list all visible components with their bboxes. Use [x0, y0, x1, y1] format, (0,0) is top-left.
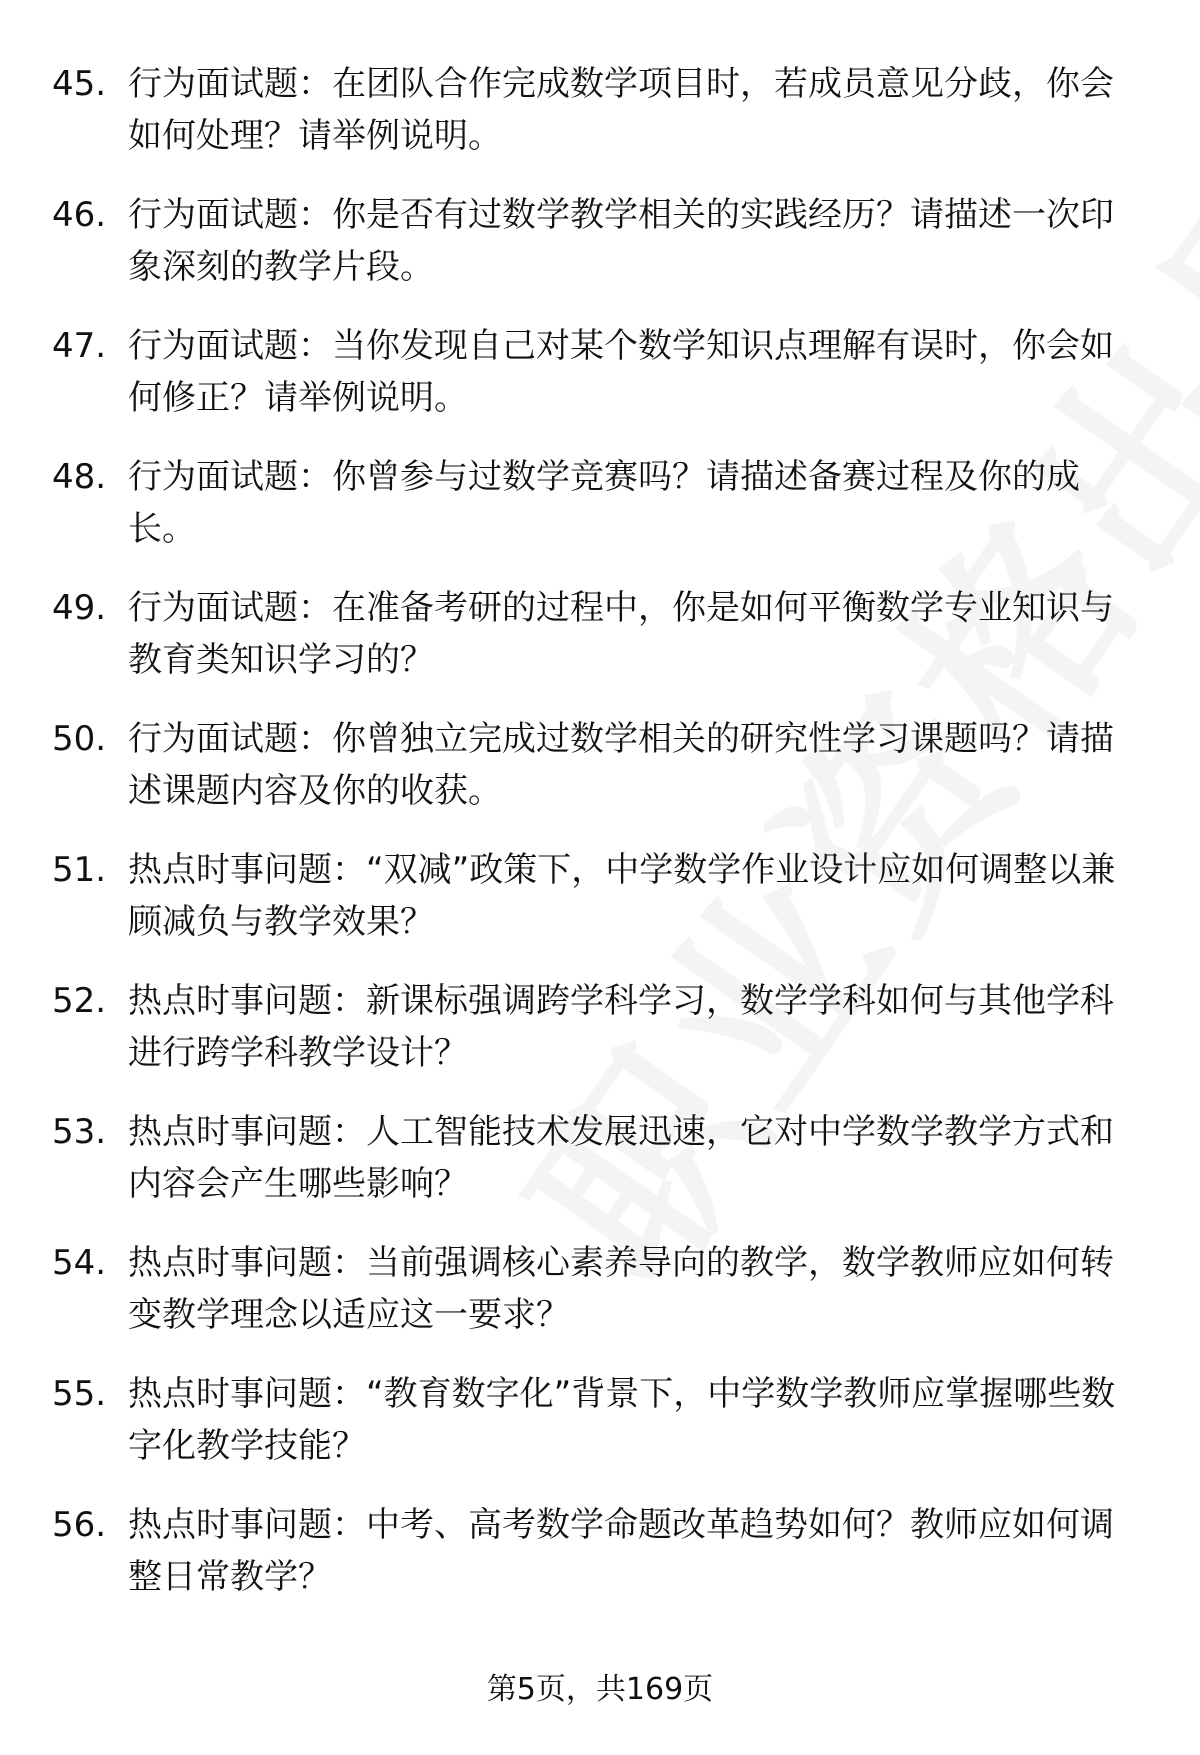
question-item [0, 975, 1200, 1106]
question-text: 行为面试题：你曾参与过数学竞赛吗？请描述备赛过程及你的成长。 [128, 457, 1080, 549]
question-text: 行为面试题：在准备考研的过程中，你是如何平衡数学专业知识与教育类知识学习的？ [128, 588, 1114, 680]
question-text: 热点时事问题：当前强调核心素养导向的教学，数学教师应如何转变教学理念以适应这一要求？ [128, 1243, 1114, 1335]
question-item [0, 1499, 1200, 1630]
question-text: 行为面试题：你曾独立完成过数学相关的研究性学习课题吗？请描述课题内容及你的收获。 [128, 719, 1114, 811]
question-number: 54. [52, 1243, 107, 1283]
question-text: 热点时事问题：新课标强调跨学科学习，数学学科如何与其他学科进行跨学科教学设计？ [128, 981, 1114, 1073]
page-footer: 第5页，共169页 [486, 1672, 714, 1707]
question-number: 47. [52, 326, 107, 366]
question-number: 56. [52, 1505, 107, 1545]
question-number: 45. [52, 64, 107, 104]
question-number: 49. [52, 588, 107, 628]
question-text: 热点时事问题：“双减”政策下，中学数学作业设计应如何调整以兼顾减负与教学效果？ [128, 850, 1116, 942]
question-number: 50. [52, 719, 107, 759]
question-text: 热点时事问题：人工智能技术发展迅速，它对中学数学教学方式和内容会产生哪些影响？ [128, 1112, 1114, 1204]
question-item [0, 1106, 1200, 1237]
question-item [0, 320, 1200, 451]
question-number: 53. [52, 1112, 107, 1152]
question-list [0, 58, 1200, 1630]
question-text: 行为面试题：你是否有过数学教学相关的实践经历？请描述一次印象深刻的教学片段。 [128, 195, 1114, 287]
question-item [0, 189, 1200, 320]
question-item [0, 58, 1200, 189]
question-number: 46. [52, 195, 107, 235]
question-text: 行为面试题：当你发现自己对某个数学知识点理解有误时，你会如何修正？请举例说明。 [128, 326, 1114, 418]
question-item [0, 1368, 1200, 1499]
question-item [0, 844, 1200, 975]
question-number: 52. [52, 981, 107, 1021]
question-number: 55. [52, 1374, 107, 1414]
question-text: 热点时事问题：中考、高考数学命题改革趋势如何？教师应如何调整日常教学？ [128, 1505, 1114, 1597]
question-item [0, 1237, 1200, 1368]
question-item [0, 451, 1200, 582]
question-item [0, 582, 1200, 713]
question-item [0, 713, 1200, 844]
question-text: 热点时事问题：“教育数字化”背景下，中学数学教师应掌握哪些数字化教学技能？ [128, 1374, 1116, 1466]
question-number: 48. [52, 457, 107, 497]
question-number: 51. [52, 850, 107, 890]
question-text: 行为面试题：在团队合作完成数学项目时，若成员意见分歧，你会如何处理？请举例说明。 [128, 64, 1114, 156]
